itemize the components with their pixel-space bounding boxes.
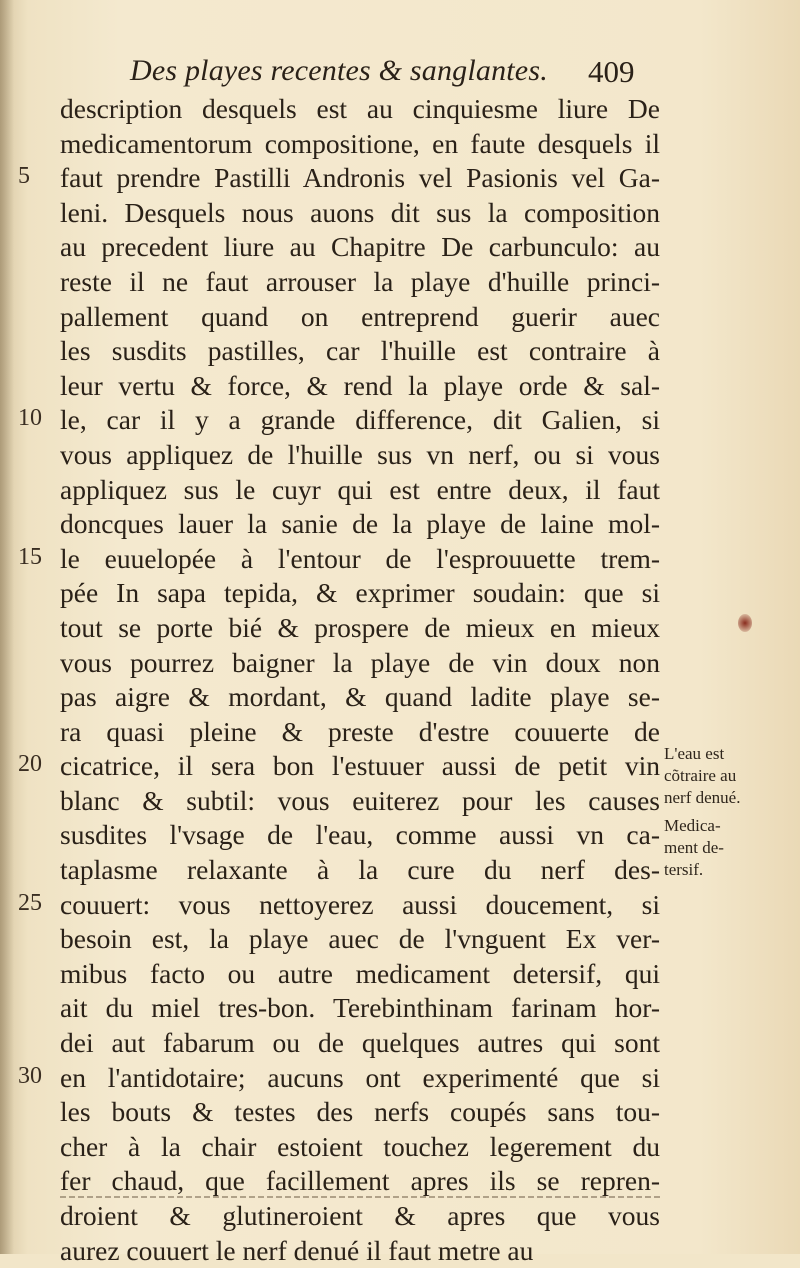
line-number: 15 bbox=[18, 543, 42, 570]
margin-note bbox=[664, 815, 774, 881]
text-line: le euuelopée à l'entour de l'esprouuette trem- bbox=[60, 542, 660, 574]
text-line: couuert: vous nettoyerez aussi doucement, si bbox=[60, 888, 660, 920]
text-line: reste il ne faut arrouser la playe d'huille princi- bbox=[60, 265, 660, 297]
text-line: le, car il y a grande difference, dit Galien, si bbox=[60, 404, 660, 436]
margin-notes bbox=[664, 743, 774, 887]
line-number: 30 bbox=[18, 1062, 42, 1089]
text-line: faut prendre Pastilli Andronis vel Pasionis vel Ga- bbox=[60, 162, 660, 194]
text-line: leni. Desquels nous auons dit sus la composition bbox=[60, 196, 660, 228]
text-line: description desquels est au cinquiesme liure De bbox=[60, 93, 660, 124]
line-number: 20 bbox=[18, 751, 42, 778]
text-line: au precedent liure au Chapitre De carbunculo: au bbox=[60, 231, 660, 263]
page-header bbox=[60, 52, 660, 96]
text-line: pallement quand on entreprend guerir auec bbox=[60, 300, 660, 332]
text-line: leur vertu & force, & rend la playe orde & sal- bbox=[60, 369, 660, 401]
margin-note-line: nerf denué. bbox=[664, 788, 741, 807]
text-line: appliquez sus le cuyr qui est entre deux, il faut bbox=[60, 473, 660, 505]
body-text bbox=[60, 92, 660, 1268]
page-number: 409 bbox=[588, 54, 635, 89]
text-line: dei aut fabarum ou de quelques autres qui sont bbox=[60, 1027, 660, 1059]
gutter-shadow bbox=[0, 0, 14, 1254]
line-number: 10 bbox=[18, 405, 42, 432]
text-line: en l'antidotaire; aucuns ont experimenté que si bbox=[60, 1061, 660, 1093]
text-line: besoin est, la playe auec de l'vnguent Ex ver- bbox=[60, 923, 660, 955]
line-number: 5 bbox=[18, 163, 30, 190]
margin-note-line: tersif. bbox=[664, 860, 704, 879]
text-line: droient & glutineroient & apres que vous bbox=[60, 1200, 660, 1231]
text-line: vous appliquez de l'huille sus vn nerf, ou si vous bbox=[60, 438, 660, 470]
text-line: tout se porte bié & prospere de mieux en mieux bbox=[60, 611, 660, 643]
text-line: fer chaud, que facillement apres ils se repren- bbox=[60, 1165, 660, 1197]
text-line: vous pourrez baigner la playe de vin doux non bbox=[60, 646, 660, 678]
text-line: aurez couuert le nerf denué il faut metre au bbox=[60, 1234, 534, 1266]
margin-note-line: L'eau est bbox=[664, 744, 725, 763]
margin-note bbox=[664, 743, 774, 809]
text-line: taplasme relaxante à la cure du nerf des- bbox=[60, 854, 660, 886]
text-line: les bouts & testes des nerfs coupés sans tou- bbox=[60, 1096, 660, 1128]
running-head: Des playes recentes & sanglantes. bbox=[130, 54, 548, 87]
line-number: 25 bbox=[18, 889, 42, 916]
text-line: pée In sapa tepida, & exprimer soudain: que si bbox=[60, 577, 660, 609]
margin-note-line: cõtraire au bbox=[664, 766, 737, 785]
bottom-rule bbox=[60, 1196, 660, 1198]
text-line: mibus facto ou autre medicament detersif, qui bbox=[60, 957, 660, 989]
text-line: ait du miel tres-bon. Terebinthinam farinam hor- bbox=[60, 992, 660, 1024]
text-line: cicatrice, il sera bon l'estuuer aussi de petit vin bbox=[60, 750, 660, 782]
text-line: doncques lauer la sanie de la playe de laine mol- bbox=[60, 508, 660, 540]
text-line: pas aigre & mordant, & quand ladite playe se- bbox=[60, 681, 660, 713]
text-line: les susdits pastilles, car l'huille est contraire à bbox=[60, 335, 660, 367]
margin-note-line: Medica- bbox=[664, 816, 721, 835]
margin-note-line: ment de- bbox=[664, 838, 724, 857]
text-line: medicamentorum compositione, en faute desquels il bbox=[60, 127, 660, 159]
text-line: cher à la chair estoient touchez legerement du bbox=[60, 1130, 660, 1162]
text-line: susdites l'vsage de l'eau, comme aussi vn ca- bbox=[60, 819, 660, 851]
text-line: blanc & subtil: vous euiterez pour les causes bbox=[60, 784, 660, 816]
ink-stain bbox=[738, 614, 752, 632]
text-line: ra quasi pleine & preste d'estre couuerte de bbox=[60, 715, 660, 747]
